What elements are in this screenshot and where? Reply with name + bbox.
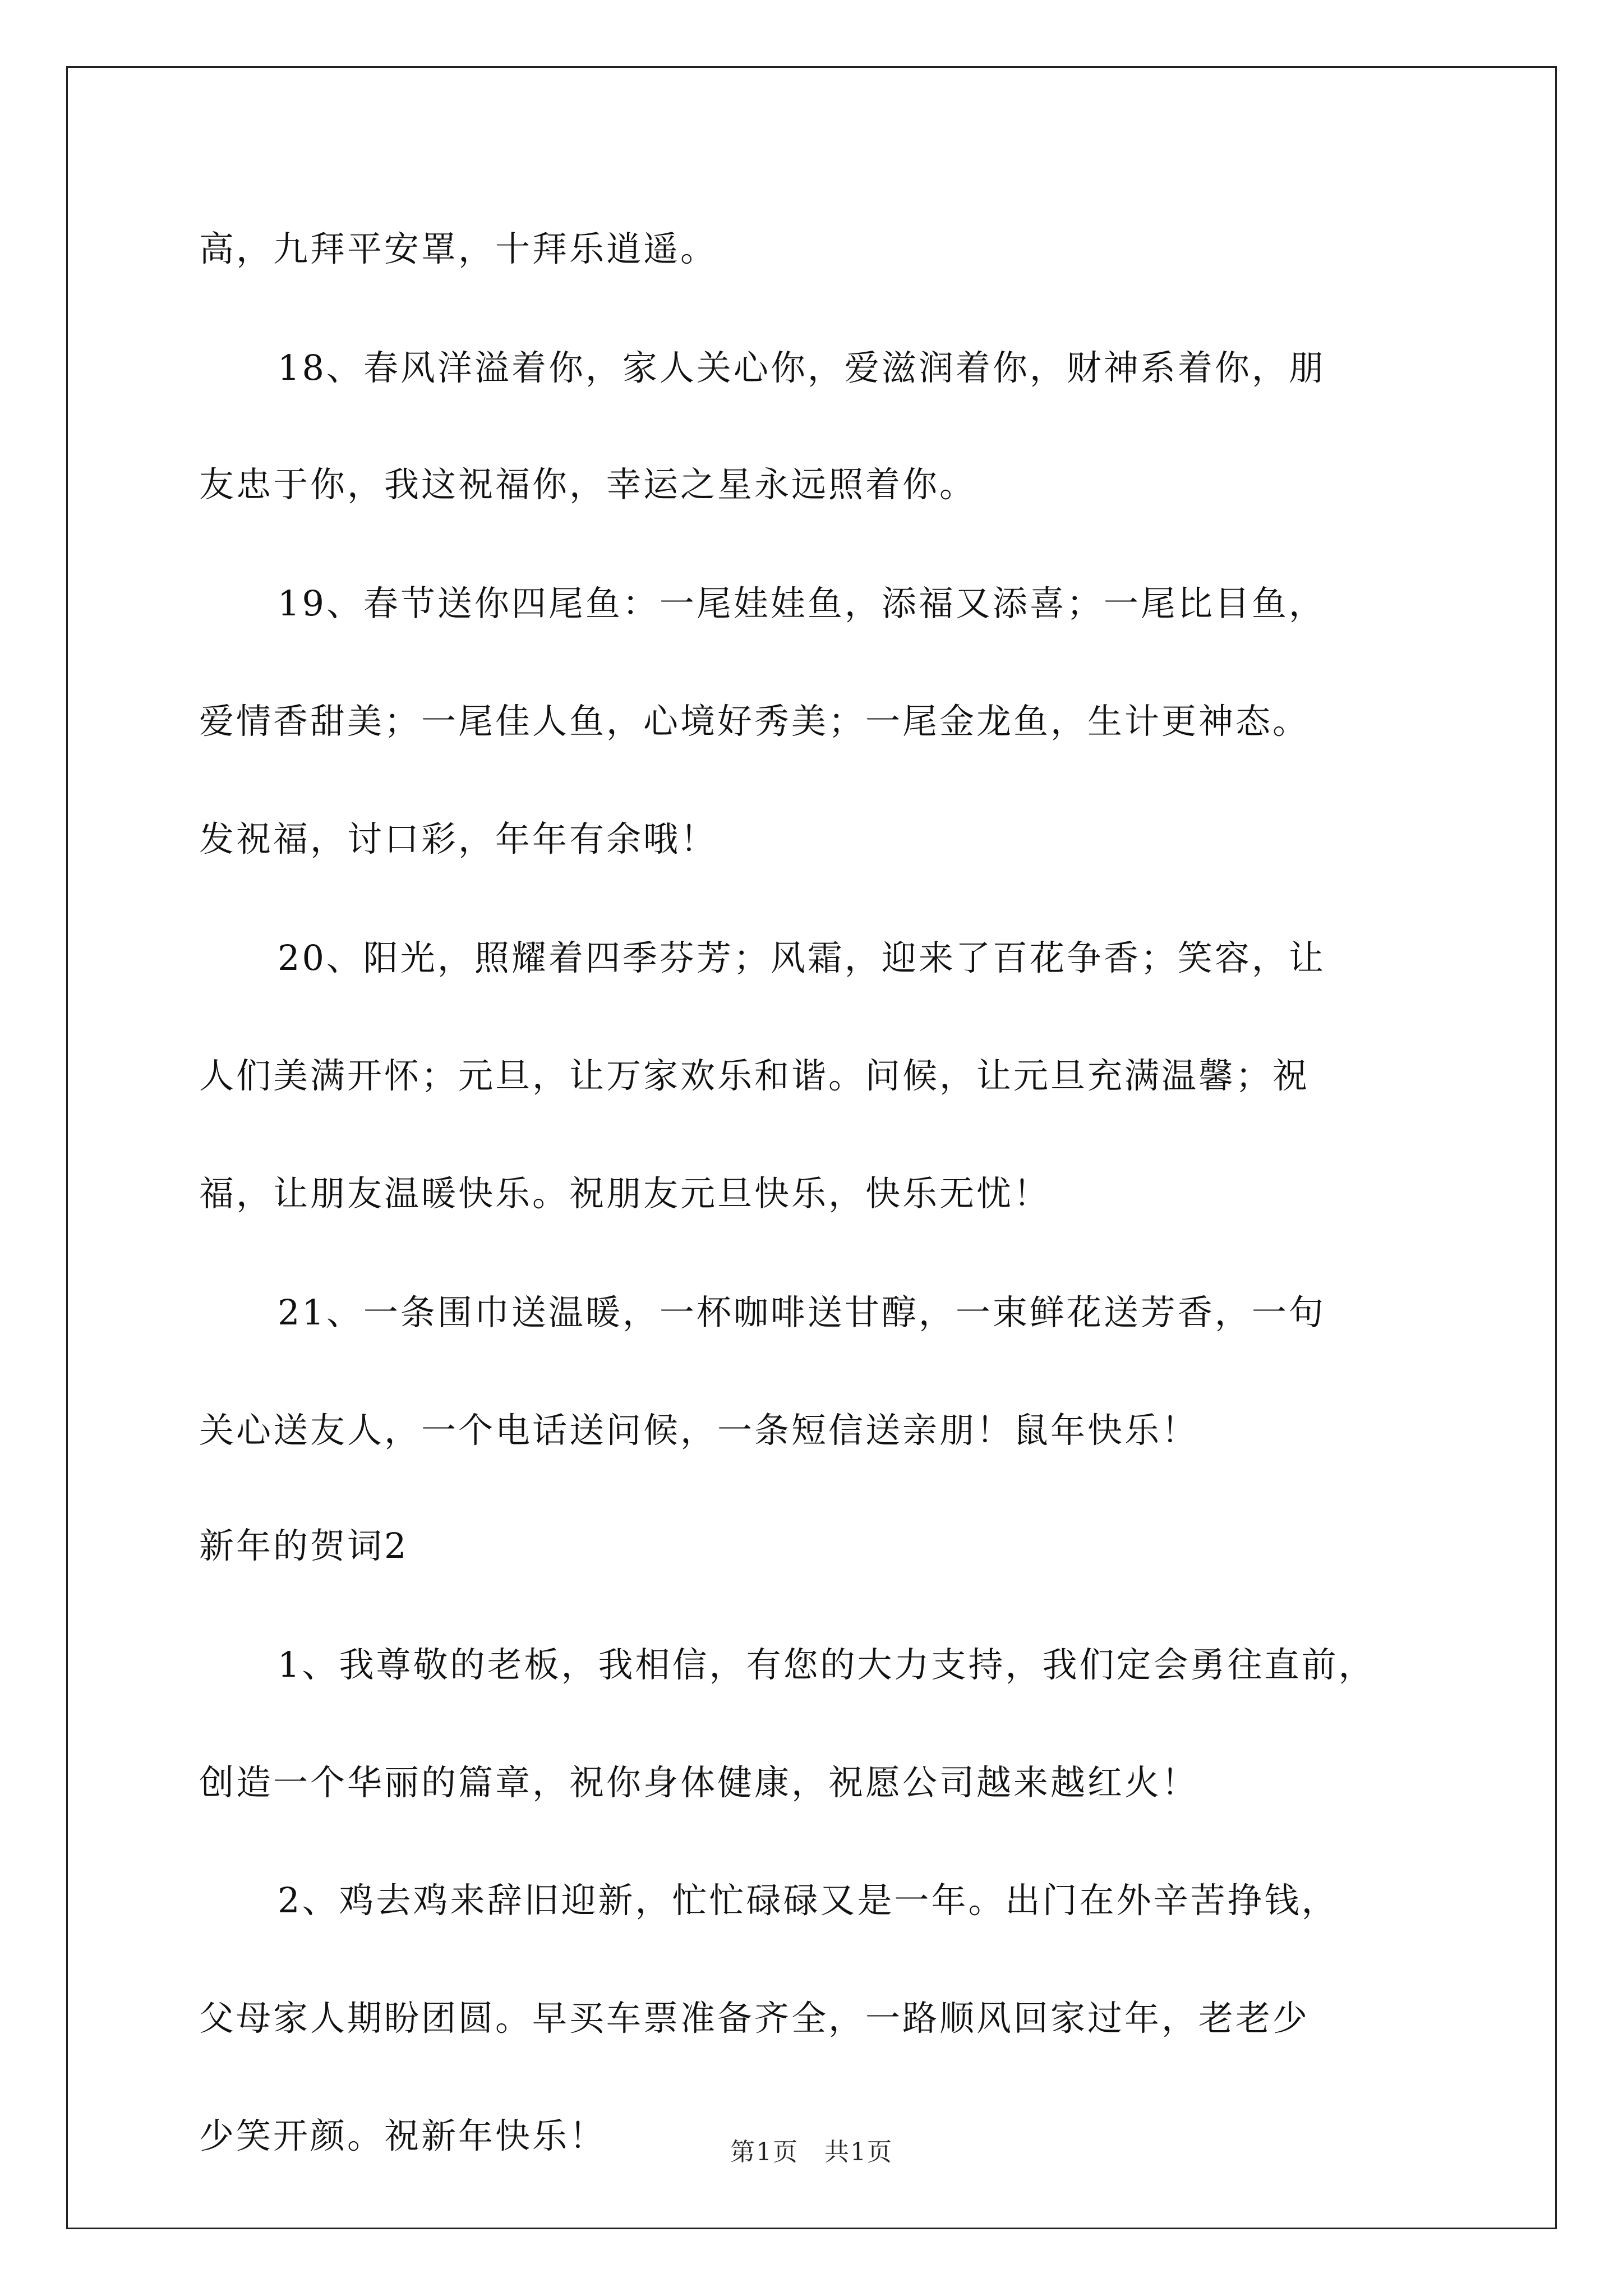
text-line: 高，九拜平安罩，十拜乐逍遥。 <box>199 228 718 269</box>
text-line: 福，让朋友温暖快乐。祝朋友元旦快乐，快乐无忧！ <box>199 1173 1051 1214</box>
text-line: 2、鸡去鸡来辞旧迎新，忙忙碌碌又是一年。出门在外辛苦挣钱， <box>278 1880 1339 1921</box>
text-line: 18、春风洋溢着你，家人关心你，爱滋润着你，财神系着你，朋 <box>278 347 1326 388</box>
text-line: 21、一条围巾送温暖，一杯咖啡送甘醇，一束鲜花送芳香，一句 <box>278 1292 1326 1333</box>
text-line: 创造一个华丽的篇章，祝你身体健康，祝愿公司越来越红火！ <box>199 1762 1199 1803</box>
text-line: 父母家人期盼团圆。早买车票准备齐全，一路顺风回家过年，老老少 <box>199 1998 1310 2039</box>
text-line: 爱情香甜美；一尾佳人鱼，心境好秀美；一尾金龙鱼，生计更神态。 <box>199 701 1310 742</box>
text-line: 人们美满开怀；元旦，让万家欢乐和谐。问候，让元旦充满温馨；祝 <box>199 1055 1310 1096</box>
text-line: 友忠于你，我这祝福你，幸运之星永远照着你。 <box>199 464 977 505</box>
text-line: 1、我尊敬的老板，我相信，有您的大力支持，我们定会勇往直前， <box>278 1644 1376 1685</box>
text-line: 20、阳光，照耀着四季芬芳；风霜，迎来了百花争香；笑容，让 <box>278 937 1326 978</box>
page-footer: 第1页 共1页 <box>730 2138 893 2166</box>
section-heading: 新年的贺词2 <box>199 1525 409 1566</box>
text-line: 19、春节送你四尾鱼：一尾娃娃鱼，添福又添喜；一尾比目鱼， <box>278 583 1326 624</box>
text-line: 关心送友人，一个电话送问候，一条短信送亲朋！鼠年快乐！ <box>199 1410 1199 1451</box>
text-line: 发祝福，讨口彩，年年有余哦！ <box>199 818 718 859</box>
text-line: 少笑开颜。祝新年快乐！ <box>199 2115 607 2156</box>
